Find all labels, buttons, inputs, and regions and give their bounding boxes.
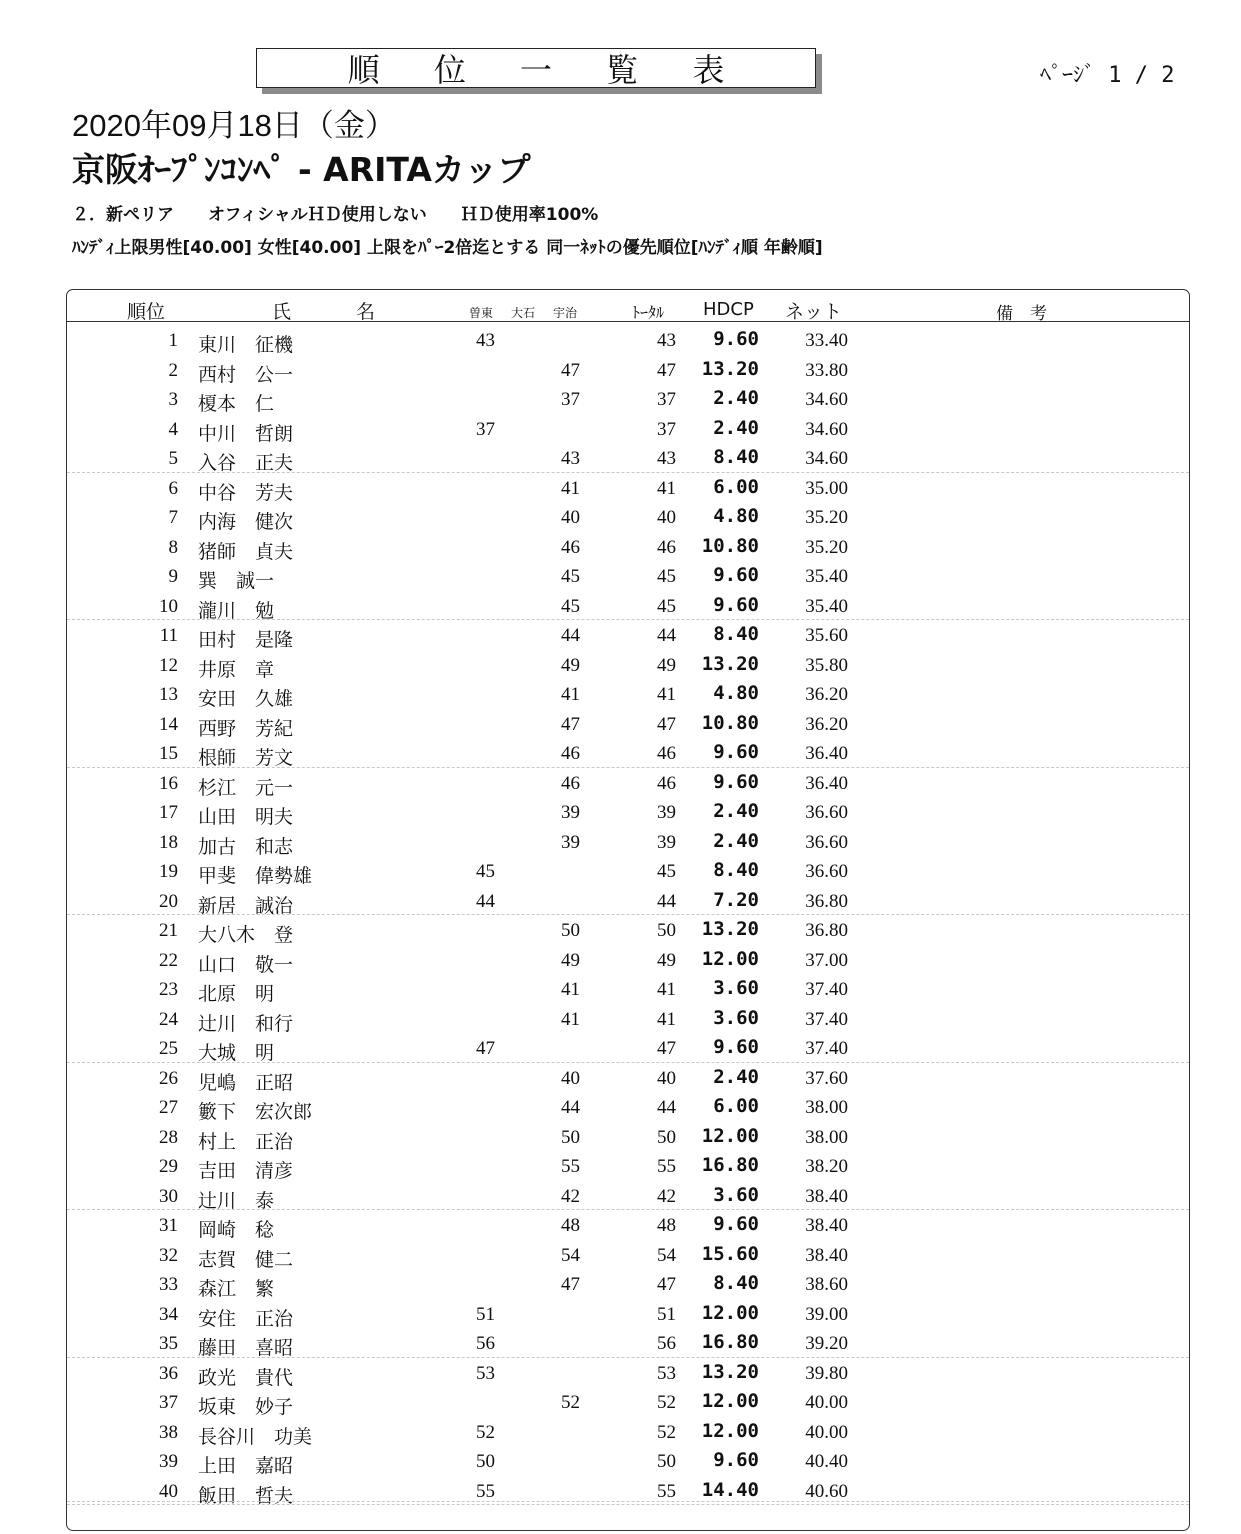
score-total: 47	[657, 359, 676, 381]
player-name: 山口 敬一	[198, 954, 294, 976]
net-score: 38.00	[805, 1097, 848, 1118]
player-name: 中川 哲朗	[198, 423, 294, 445]
net-score: 33.80	[805, 359, 848, 381]
header-name-1: 氏	[272, 301, 292, 323]
handicap: 9.60	[713, 770, 759, 793]
score-uji: 42	[561, 1185, 580, 1207]
handicap: 3.60	[713, 1183, 759, 1206]
score-uji: 44	[561, 1097, 580, 1118]
player-name: 根師 芳文	[198, 748, 294, 769]
rank: 39	[159, 1451, 178, 1472]
handicap: 9.60	[713, 1213, 759, 1235]
handicap: 4.80	[713, 682, 759, 704]
player-name: 飯田 哲夫	[198, 1485, 294, 1507]
player-name: 大八木 登	[198, 925, 294, 946]
table-row	[67, 767, 1189, 797]
score-uji: 52	[561, 1392, 580, 1413]
score-total: 52	[657, 1421, 676, 1443]
score-total: 44	[657, 625, 676, 646]
score-uji: 43	[561, 448, 580, 469]
table-row	[67, 1357, 1189, 1387]
player-name: 吉田 清彦	[198, 1161, 294, 1182]
handicap: 12.00	[701, 1124, 759, 1147]
rank: 11	[159, 625, 178, 646]
net-score: 36.40	[805, 772, 848, 794]
handicap: 8.40	[713, 859, 759, 881]
score-total: 54	[657, 1244, 676, 1266]
score-total: 37	[657, 418, 676, 440]
handicap: 9.60	[713, 1449, 759, 1471]
score-total: 50	[657, 920, 676, 941]
score-total: 55	[657, 1156, 676, 1177]
event-date: 2020年09月18日（金）	[72, 108, 396, 143]
rank: 36	[159, 1362, 178, 1384]
table-row	[67, 354, 1189, 384]
handicap: 9.60	[713, 564, 759, 586]
player-name: 安住 正治	[198, 1308, 294, 1330]
handicap: 7.20	[713, 888, 759, 911]
net-score: 37.00	[805, 949, 848, 971]
rank: 15	[159, 743, 178, 764]
table-row	[67, 1298, 1189, 1328]
net-score: 34.60	[805, 389, 848, 410]
rank: 1	[168, 330, 178, 351]
score-total: 46	[657, 743, 676, 764]
table-row	[67, 560, 1189, 590]
net-score: 38.60	[805, 1274, 848, 1295]
net-score: 36.80	[805, 890, 848, 912]
score-total: 41	[657, 1008, 676, 1030]
score-sotoh: 52	[476, 1421, 495, 1443]
net-score: 34.60	[805, 448, 848, 469]
score-uji: 41	[561, 684, 580, 705]
table-row	[67, 324, 1189, 354]
rank: 26	[159, 1067, 178, 1089]
net-score: 40.60	[805, 1480, 848, 1502]
player-name: 山田 明夫	[198, 807, 294, 828]
handicap: 9.60	[713, 1036, 759, 1058]
header-remarks: 備 考	[996, 304, 1047, 324]
net-score: 35.20	[805, 507, 848, 528]
handicap: 2.40	[713, 416, 759, 439]
table-row	[67, 855, 1189, 885]
rank: 9	[168, 566, 178, 587]
player-name: 榎本 仁	[198, 394, 275, 415]
table-row	[67, 472, 1189, 502]
rank: 30	[159, 1185, 178, 1207]
player-name: 加古 和志	[198, 836, 294, 858]
rank: 21	[159, 920, 178, 941]
score-uji: 55	[561, 1156, 580, 1177]
rank: 3	[168, 389, 178, 410]
score-uji: 39	[561, 831, 580, 853]
player-name: 児嶋 正昭	[198, 1072, 294, 1094]
handicap: 13.20	[701, 918, 759, 940]
handicap: 10.80	[701, 534, 759, 557]
score-sotoh: 44	[476, 890, 495, 912]
score-total: 41	[657, 979, 676, 1000]
rank: 5	[168, 448, 178, 469]
score-uji: 44	[561, 625, 580, 646]
player-name: 内海 健次	[198, 512, 294, 533]
player-name: 東川 征機	[198, 335, 294, 356]
score-uji: 45	[561, 595, 580, 617]
table-row	[67, 1209, 1189, 1239]
net-score: 38.40	[805, 1244, 848, 1266]
net-score: 36.40	[805, 743, 848, 764]
rank: 33	[159, 1274, 178, 1295]
table-row	[67, 649, 1189, 679]
table-bottom-divider	[67, 1501, 1189, 1502]
net-score: 36.80	[805, 920, 848, 941]
rank: 19	[159, 861, 178, 882]
player-name: 村上 正治	[198, 1131, 294, 1153]
score-total: 39	[657, 831, 676, 853]
player-name: 北原 明	[198, 984, 275, 1005]
player-name: 辻川 泰	[198, 1190, 275, 1212]
score-total: 53	[657, 1362, 676, 1384]
score-total: 41	[657, 684, 676, 705]
score-total: 44	[657, 890, 676, 912]
table-row	[67, 1121, 1189, 1151]
score-uji: 41	[561, 477, 580, 499]
score-total: 40	[657, 507, 676, 528]
score-total: 42	[657, 1185, 676, 1207]
score-uji: 50	[561, 1126, 580, 1148]
report-title: 順 位 一 覧 表	[256, 48, 816, 88]
rank: 25	[159, 1038, 178, 1059]
table-row	[67, 1032, 1189, 1063]
net-score: 34.60	[805, 418, 848, 440]
rank: 4	[168, 418, 178, 440]
net-score: 36.20	[805, 713, 848, 735]
net-score: 37.40	[805, 1038, 848, 1059]
table-row	[67, 678, 1189, 708]
handicap: 12.00	[701, 1301, 759, 1324]
score-uji: 46	[561, 772, 580, 794]
score-uji: 47	[561, 359, 580, 381]
score-sotoh: 50	[476, 1451, 495, 1472]
rank: 18	[159, 831, 178, 853]
header-course-uji: 宇治	[553, 306, 578, 320]
header-name-2: 名	[356, 301, 376, 323]
net-score: 40.40	[805, 1451, 848, 1472]
handicap: 2.40	[713, 1065, 759, 1088]
net-score: 37.40	[805, 979, 848, 1000]
handicap: 16.80	[701, 1154, 759, 1176]
handicap: 8.40	[713, 446, 759, 468]
rank: 37	[159, 1392, 178, 1413]
score-uji: 48	[561, 1215, 580, 1236]
player-name: 上田 嘉昭	[198, 1456, 294, 1477]
player-name: 籔下 宏次郎	[198, 1102, 313, 1123]
player-name: 井原 章	[198, 659, 275, 681]
score-total: 41	[657, 477, 676, 499]
table-row	[67, 619, 1189, 649]
report-title-box	[256, 48, 816, 88]
handicap: 3.60	[713, 977, 759, 999]
table-row	[67, 1416, 1189, 1446]
table-row	[67, 1150, 1189, 1180]
rank: 7	[168, 507, 178, 528]
table-row	[67, 1091, 1189, 1121]
rank: 12	[159, 654, 178, 676]
score-total: 52	[657, 1392, 676, 1413]
rank: 2	[168, 359, 178, 381]
handicap: 16.80	[701, 1331, 759, 1353]
table-row	[67, 531, 1189, 561]
player-name: 政光 貴代	[198, 1367, 294, 1389]
score-total: 40	[657, 1067, 676, 1089]
rank: 24	[159, 1008, 178, 1030]
table-row	[67, 1062, 1189, 1092]
handicap: 12.00	[701, 947, 759, 970]
score-sotoh: 55	[476, 1480, 495, 1502]
net-score: 40.00	[805, 1421, 848, 1443]
handicap: 6.00	[713, 1095, 759, 1117]
score-uji: 41	[561, 1008, 580, 1030]
score-sotoh: 56	[476, 1333, 495, 1354]
handicap: 12.00	[701, 1390, 759, 1412]
score-total: 51	[657, 1303, 676, 1325]
rank: 34	[159, 1303, 178, 1325]
net-score: 38.40	[805, 1215, 848, 1236]
rank: 6	[168, 477, 178, 499]
score-total: 49	[657, 949, 676, 971]
table-row	[67, 1327, 1189, 1358]
score-uji: 40	[561, 507, 580, 528]
score-uji: 47	[561, 1274, 580, 1295]
net-score: 35.20	[805, 536, 848, 558]
score-total: 46	[657, 536, 676, 558]
score-uji: 49	[561, 949, 580, 971]
rank: 28	[159, 1126, 178, 1148]
player-name: 入谷 正夫	[198, 453, 294, 474]
score-uji: 41	[561, 979, 580, 1000]
score-uji: 45	[561, 566, 580, 587]
score-total: 50	[657, 1451, 676, 1472]
player-name: 藤田 喜昭	[198, 1338, 294, 1359]
rank: 38	[159, 1421, 178, 1443]
player-name: 坂東 妙子	[198, 1397, 294, 1418]
handicap: 9.60	[713, 741, 759, 763]
table-row	[67, 383, 1189, 413]
player-name: 安田 久雄	[198, 689, 294, 710]
score-total: 45	[657, 595, 676, 617]
score-sotoh: 47	[476, 1038, 495, 1059]
handicap: 10.80	[701, 711, 759, 734]
player-name: 田村 是隆	[198, 630, 294, 651]
handicap: 3.60	[713, 1006, 759, 1029]
player-name: 大城 明	[198, 1043, 275, 1064]
table-row	[67, 501, 1189, 531]
score-total: 46	[657, 772, 676, 794]
table-row	[67, 885, 1189, 916]
rank: 16	[159, 772, 178, 794]
player-name: 中谷 芳夫	[198, 482, 294, 504]
rank: 35	[159, 1333, 178, 1354]
rank: 13	[159, 684, 178, 705]
score-uji: 47	[561, 713, 580, 735]
net-score: 39.80	[805, 1362, 848, 1384]
table-row	[67, 442, 1189, 473]
net-score: 35.80	[805, 654, 848, 676]
score-total: 47	[657, 713, 676, 735]
score-uji: 50	[561, 920, 580, 941]
table-row	[67, 1239, 1189, 1269]
net-score: 35.40	[805, 595, 848, 617]
net-score: 37.60	[805, 1067, 848, 1089]
handicap: 2.40	[713, 387, 759, 409]
score-sotoh: 37	[476, 418, 495, 440]
player-name: 巽 誠一	[198, 571, 275, 592]
handicap: 12.00	[701, 1419, 759, 1442]
player-name: 岡崎 稔	[198, 1220, 275, 1241]
page-number: ﾍﾟｰｼﾞ 1 / 2	[1040, 63, 1175, 88]
score-sotoh: 45	[476, 861, 495, 882]
score-uji: 46	[561, 743, 580, 764]
player-name: 西野 芳紀	[198, 718, 294, 740]
table-row	[67, 944, 1189, 974]
rank: 8	[168, 536, 178, 558]
net-score: 38.40	[805, 1185, 848, 1207]
header-divider	[67, 321, 1189, 322]
score-uji: 39	[561, 802, 580, 823]
rank: 20	[159, 890, 178, 912]
player-name: 西村 公一	[198, 364, 294, 386]
net-score: 39.00	[805, 1303, 848, 1325]
rank: 10	[159, 595, 178, 617]
net-score: 36.60	[805, 802, 848, 823]
score-sotoh: 51	[476, 1303, 495, 1325]
score-total: 43	[657, 448, 676, 469]
handicap: 13.20	[701, 1360, 759, 1383]
rank: 22	[159, 949, 178, 971]
net-score: 40.00	[805, 1392, 848, 1413]
score-sotoh: 53	[476, 1362, 495, 1384]
table-row	[67, 413, 1189, 443]
net-score: 33.40	[805, 330, 848, 351]
net-score: 38.20	[805, 1156, 848, 1177]
handicap: 9.60	[713, 593, 759, 616]
score-total: 47	[657, 1038, 676, 1059]
score-total: 49	[657, 654, 676, 676]
table-row	[67, 826, 1189, 856]
player-name: 新居 誠治	[198, 895, 294, 917]
player-name: 瀧川 勉	[198, 600, 275, 622]
handicap: 2.40	[713, 829, 759, 852]
rank: 14	[159, 713, 178, 735]
table-row	[67, 737, 1189, 768]
handicap-conditions: ﾊﾝﾃﾞｨ上限男性[40.00] 女性[40.00] 上限をﾊﾟｰ2倍迄とする 同一ﾈｯﾄの優先順位[ﾊﾝﾃﾞｨ順 年齢順]	[72, 238, 823, 258]
table-row	[67, 1445, 1189, 1475]
score-total: 43	[657, 330, 676, 351]
handicap: 4.80	[713, 505, 759, 527]
rank: 27	[159, 1097, 178, 1118]
player-name: 杉江 元一	[198, 777, 294, 799]
header-course-sotoh: 曽東	[469, 306, 494, 320]
net-score: 39.20	[805, 1333, 848, 1354]
net-score: 35.00	[805, 477, 848, 499]
score-uji: 49	[561, 654, 580, 676]
player-name: 長谷川 功美	[198, 1426, 313, 1448]
score-total: 56	[657, 1333, 676, 1354]
rank: 40	[159, 1480, 178, 1502]
table-row	[67, 1386, 1189, 1416]
score-uji: 46	[561, 536, 580, 558]
table-row	[67, 1268, 1189, 1298]
handicap: 2.40	[713, 800, 759, 822]
score-total: 37	[657, 389, 676, 410]
score-total: 48	[657, 1215, 676, 1236]
net-score: 36.60	[805, 831, 848, 853]
net-score: 37.40	[805, 1008, 848, 1030]
net-score: 36.60	[805, 861, 848, 882]
handicap: 13.20	[701, 652, 759, 675]
handicap: 9.60	[713, 328, 759, 350]
score-total: 55	[657, 1480, 676, 1502]
table-row	[67, 973, 1189, 1003]
rank: 32	[159, 1244, 178, 1266]
handicap: 14.40	[701, 1478, 759, 1501]
score-total: 44	[657, 1097, 676, 1118]
scoring-conditions: ２．新ペリア オフィシャルＨＤ使用しない ＨＤ使用率100%	[72, 205, 599, 225]
score-uji: 37	[561, 389, 580, 410]
handicap: 15.60	[701, 1242, 759, 1265]
handicap: 6.00	[713, 475, 759, 498]
header-rank: 順位	[127, 301, 166, 323]
header-total: ﾄｰﾀﾙ	[632, 303, 665, 322]
table-row	[67, 590, 1189, 621]
net-score: 36.20	[805, 684, 848, 705]
table-row	[67, 914, 1189, 944]
handicap: 8.40	[713, 1272, 759, 1294]
score-total: 47	[657, 1274, 676, 1295]
score-total: 50	[657, 1126, 676, 1148]
player-name: 猪師 貞夫	[198, 541, 294, 563]
event-name: 京阪ｵｰﾌﾟﾝｺﾝﾍﾟ - ARITAカップ	[72, 150, 531, 189]
header-course-oishi: 大石	[511, 306, 536, 320]
score-uji: 40	[561, 1067, 580, 1089]
rank: 17	[159, 802, 178, 823]
handicap: 8.40	[713, 623, 759, 645]
score-uji: 54	[561, 1244, 580, 1266]
player-name: 甲斐 偉勢雄	[198, 866, 313, 887]
table-row	[67, 708, 1189, 738]
net-score: 35.40	[805, 566, 848, 587]
score-total: 39	[657, 802, 676, 823]
net-score: 38.00	[805, 1126, 848, 1148]
table-row	[67, 796, 1189, 826]
score-total: 45	[657, 566, 676, 587]
score-total: 45	[657, 861, 676, 882]
table-row	[67, 1003, 1189, 1033]
handicap: 13.20	[701, 357, 759, 380]
rank: 23	[159, 979, 178, 1000]
rank: 31	[159, 1215, 178, 1236]
rank: 29	[159, 1156, 178, 1177]
header-hdcp: HDCP	[703, 299, 754, 320]
player-name: 志賀 健二	[198, 1249, 294, 1271]
player-name: 辻川 和行	[198, 1013, 294, 1035]
table-row	[67, 1180, 1189, 1211]
score-sotoh: 43	[476, 330, 495, 351]
player-name: 森江 繁	[198, 1279, 275, 1300]
header-net: ネット	[785, 301, 843, 323]
net-score: 35.60	[805, 625, 848, 646]
